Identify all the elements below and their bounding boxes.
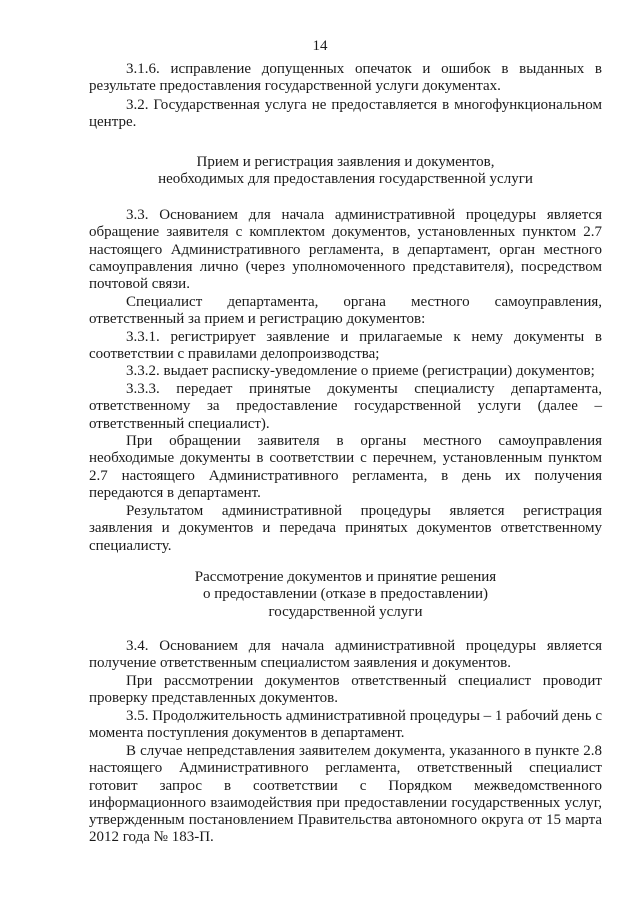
heading-line: Рассмотрение документов и принятие решения [194, 569, 497, 585]
heading-line: Прием и регистрация заявления и документов, [196, 154, 495, 170]
page-number: 14 [312, 38, 328, 54]
heading-line: государственной услуги [268, 603, 423, 620]
paragraph-3-3-3: 3.3.3. передает принятые документы специалисту департамента, ответственному за предоставление государственной услуги (далее – ответственный специалист). [89, 381, 602, 432]
paragraph-result: Результатом административной процедуры является регистрация заявления и документов и передача принятых документов ответственному специалисту. [89, 503, 602, 554]
paragraph-3-4: 3.4. Основанием для начала административной процедуры является получение ответственным специалистом заявления и документов. [89, 638, 602, 672]
paragraph-3-3-1: 3.3.1. регистрирует заявление и прилагаемые к нему документы в соответствии с правилами делопроизводства; [89, 329, 602, 363]
heading-line: необходимых для предоставления государственной услуги [158, 171, 533, 188]
paragraph-specialist: Специалист департамента, органа местного самоуправления, ответственный за прием и регистрацию документов: [89, 294, 602, 328]
heading-line: о предоставлении (отказе в предоставлении) [202, 586, 489, 603]
paragraph-review: При рассмотрении документов ответственный специалист проводит проверку представленных документов. [89, 673, 602, 707]
paragraph-request: В случае непредставления заявителем документа, указанного в пункте 2.8 настоящего Административного регламента, ответственный специалист готовит запрос в соответствии с Порядком межведомственного информационного взаимодействия при предоставлении государственных услуг, утвержденным постановлением Правительства автономного округа от 15 марта 2012 года № 183-П. [89, 743, 602, 846]
paragraph-3-5: 3.5. Продолжительность административной процедуры – 1 рабочий день с момента поступления документов в департамент. [89, 708, 602, 742]
paragraph-3-2: 3.2. Государственная услуга не предоставляется в многофункциональном центре. [89, 97, 602, 131]
paragraph-3-1-6: 3.1.6. исправление допущенных опечаток и ошибок в выданных в результате предоставления государственной услуги документах. [89, 61, 602, 95]
paragraph-3-3: 3.3. Основанием для начала административной процедуры является обращение заявителя с комплектом документов, установленных пунктом 2.7 настоящего Административного регламента, в департамент, орган местного самоуправления лично (через уполномоченного представителя), посредством почтовой связи. [89, 207, 602, 293]
paragraph-local-authorities: При обращении заявителя в органы местного самоуправления необходимые документы в соответствии с перечнем, установленным пунктом 2.7 настоящего Административного регламента, в день их получения передаются в департамент. [89, 433, 602, 501]
section-heading-review [89, 569, 602, 621]
section-heading-reception [89, 154, 602, 189]
paragraph-3-3-2: 3.3.2. выдает расписку-уведомление о приеме (регистрации) документов; [126, 363, 595, 379]
